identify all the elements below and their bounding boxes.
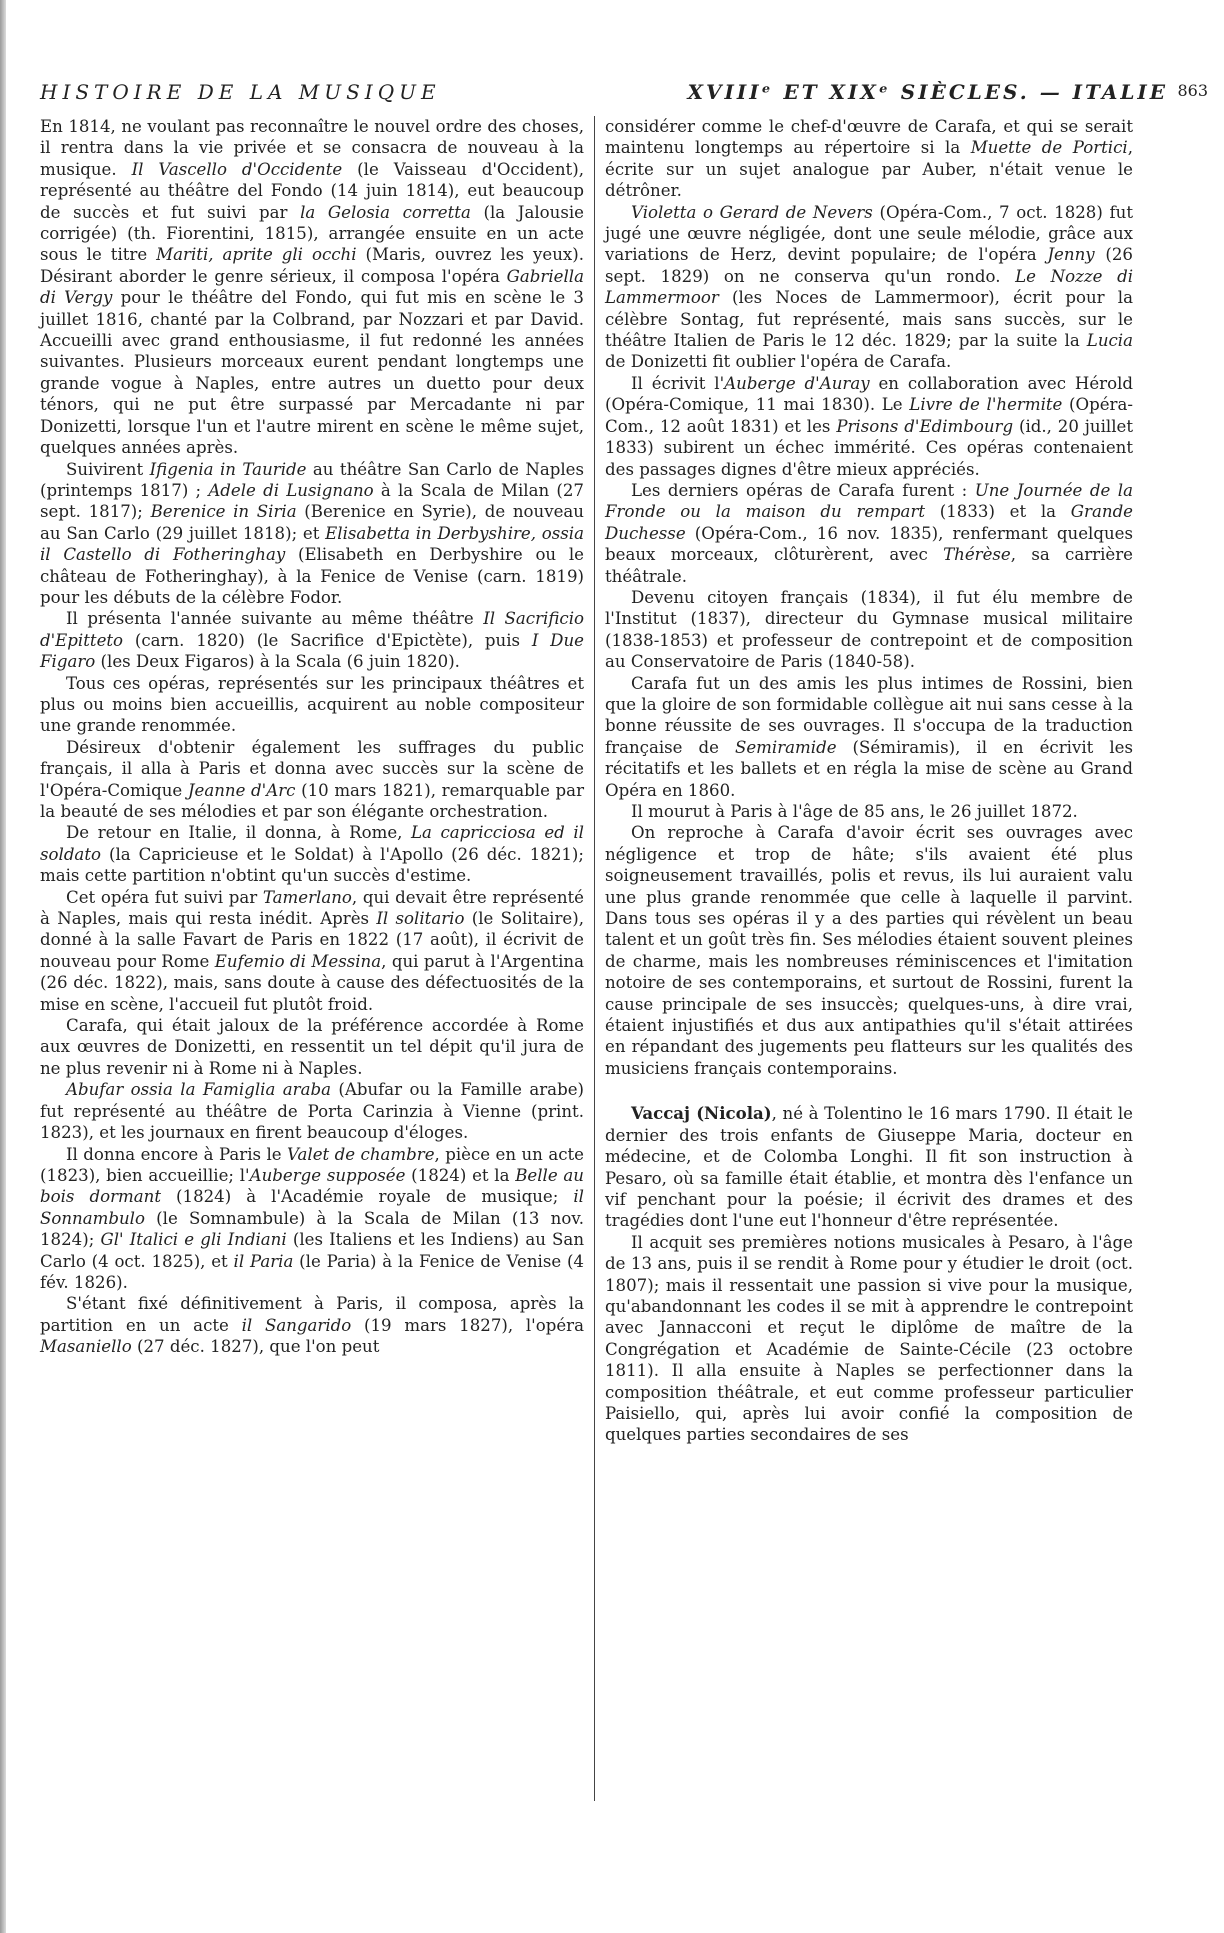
work-title: Auberge supposée — [249, 1165, 406, 1185]
page-spine-shadow — [0, 0, 6, 1933]
text-run: Tous ces opéras, représentés sur les principaux théâtres et plus ou moins bien accueillis, acquirent au noble compositeur une grande renommée. — [40, 673, 584, 736]
running-header — [40, 80, 1208, 104]
entry-name: Vaccaj (Nicola) — [631, 1103, 772, 1124]
text-run: , écrite sur un sujet analogue par Auber, n'était venue le détrôner. — [605, 138, 1133, 201]
text-paragraph — [40, 116, 584, 459]
text-run: , sa carrière théâtrale. — [605, 545, 1133, 586]
text-run: (1824) et la — [405, 1165, 516, 1185]
text-paragraph — [40, 608, 584, 672]
work-title: Il solitario — [376, 909, 465, 929]
work-title: Mariti, aprite gli occhi — [156, 245, 357, 265]
text-run: à la Scala de Milan (27 sept. 1817); — [40, 480, 584, 522]
text-run: considérer comme le chef-d'œuvre de Carafa, et qui se serait maintenu longtemps au répertoire si la — [605, 117, 1133, 158]
text-paragraph — [40, 737, 584, 823]
text-paragraph — [40, 1015, 584, 1079]
text-run: Il acquit ses premières notions musicales à Pesaro, à l'âge de 13 ans, puis il se rendit à Rome pour y étudier le droit (oct. 1807); mais il ressentait une passion si vive pour la musique, qu'abandonnant les codes il se mit à apprendre le contrepoint avec Jannacconi et reçut le diplôme de maître de la Congrégation et Académie de Sainte-Cécile (23 octobre 1811). Il alla ensuite à Naples se perfectionner dans la composition théâtrale, et eut comme professeur particulier Paisiello, qui, après lui avoir confié la composition de quelques parties secondaires de ses — [605, 1232, 1133, 1445]
text-paragraph — [40, 1079, 584, 1143]
text-run: (les Italiens et les Indiens) au San Carlo (4 oct. 1825), et — [40, 1230, 585, 1271]
text-run: , qui devait être représenté à Naples, mais qui resta inédit. Après — [40, 887, 585, 929]
text-run: (Abufar ou la Famille arabe) fut représenté au théâtre de Porta Carinzia à Vienne (print. 1823), et les journaux en firent beaucoup d'éloges. — [40, 1080, 584, 1143]
text-run: (Elisabeth en Derbyshire ou le château de Fotheringhay), à la Fenice de Venise (carn. 1819) pour les débuts de la célèbre Fodor. — [40, 545, 584, 607]
work-title: I Due Figaro — [40, 630, 584, 672]
text-run: (1833) et la — [925, 502, 1071, 522]
work-title: Ifigenia in Tauride — [149, 459, 307, 479]
text-run: au théâtre San Carlo de Naples (printemps 1817) ; — [40, 459, 584, 500]
text-paragraph — [605, 822, 1133, 1079]
text-run: On reproche à Carafa d'avoir écrit ses ouvrages avec négligence et trop de hâte; s'ils avaient été plus soigneusement travaillés, polis et revus, ils lui auraient valu une plus grande renommée que celle à laquelle il parvint. Dans tous ses opéras il y a des parties qui révèlent un beau talent et un goût très fin. Ses mélodies étaient souvent pleines de charme, mais les nombreuses réminiscences et l'imitation notoire de ses contemporains, et surtout de Rossini, furent la cause principale de ses insuccès; quelques-uns, à dire vrai, étaient injustifiés et dus aux antipathies qu'il s'était attirées en répandant des jugements peu flatteurs sur les qualités des musiciens français contemporains. — [605, 823, 1133, 1078]
text-run: (le Somnambule) à la Scala de Milan (13 nov. 1824); — [40, 1208, 584, 1250]
text-paragraph — [40, 822, 584, 886]
work-title: Grande Duchesse — [605, 502, 1134, 543]
text-run: , pièce en un acte (1823), bien accueillie; l' — [40, 1144, 584, 1185]
text-run: (les Noces de Lammermoor), écrit pour la célèbre Sontag, fut représenté, mais sans succès, sur le théâtre Italien de Paris le 12 déc. 1829; par la suite la — [605, 288, 1133, 351]
work-title: il Sangarido — [241, 1315, 352, 1335]
text-run: (27 déc. 1827), que l'on peut — [131, 1337, 380, 1357]
text-run: (Sémiramis), il en écrivit les récitatifs et les ballets et en régla la mise de scène au Grand Opéra en 1860. — [605, 737, 1133, 800]
right-text-column — [605, 116, 1133, 1446]
text-run: Carafa fut un des amis les plus intimes de Rossini, bien que la gloire de son formidable collègue ait nui sans cesse à la bonne réussite de ses ouvrages. Il s'occupa de la traduction française de — [605, 673, 1133, 757]
text-run: Devenu citoyen français (1834), il fut élu membre de l'Institut (1837), directeur du Gymnase musical militaire (1838-1853) et professeur de contrepoint et de composition au Conservatoire de Paris (1840-58). — [605, 587, 1133, 672]
text-paragraph — [605, 587, 1133, 673]
text-paragraph — [40, 1144, 584, 1294]
text-run: (Opéra-Com., 16 nov. 1835), renfermant quelques beaux morceaux, clôturèrent, avec — [605, 523, 1133, 565]
work-title: La capricciosa ed il soldato — [40, 823, 584, 864]
text-run: De retour en Italie, il donna, à Rome, — [66, 823, 411, 843]
text-run: en collaboration avec Hérold (Opéra-Comique, 11 mai 1830). Le — [605, 373, 1134, 415]
work-title: Masaniello — [40, 1337, 132, 1357]
work-title: Jenny — [1047, 245, 1095, 265]
work-title: la Gelosia corretta — [300, 202, 471, 222]
work-title: Semiramide — [734, 737, 837, 757]
text-run: (le Paria) à la Fenice de Venise (4 fév. 1826). — [40, 1251, 584, 1292]
work-title: Muette de Portici — [970, 138, 1128, 158]
header-section-title: XVIIIᵉ ET XIXᵉ SIÈCLES. — ITALIE — [687, 80, 1168, 104]
work-title: Eufemio di Messina — [214, 951, 382, 971]
text-run: Il présenta l'année suivante au même théâtre — [66, 609, 484, 629]
text-paragraph — [605, 801, 1133, 822]
text-run: Il mourut à Paris à l'âge de 85 ans, le 26 juillet 1872. — [631, 802, 1078, 821]
work-title: Il Vascello d'Occidente — [131, 159, 343, 179]
text-run: (10 mars 1821), remarquable par la beauté de ses mélodies et par son élégante orchestration. — [40, 780, 585, 821]
text-run: (Berenice en Syrie), de nouveau au San Carlo (29 juillet 1818); et — [40, 502, 584, 543]
text-paragraph — [605, 480, 1133, 587]
work-title: Abufar ossia la Famiglia araba — [66, 1080, 331, 1100]
work-title: Livre de l'hermite — [909, 395, 1063, 415]
text-run: (les Deux Figaros) à la Scala (6 juin 1820). — [95, 652, 460, 672]
text-run: de Donizetti fit oublier l'opéra de Carafa. — [605, 352, 952, 372]
page-number: 863 — [1177, 81, 1208, 100]
text-run: (le Solitaire), donné à la salle Favart de Paris en 1822 (17 août), il écrivit de nouveau pour Rome — [40, 909, 584, 971]
biography-entry-paragraph — [605, 1103, 1133, 1231]
text-run: pour le théâtre del Fondo, qui fut mis en scène le 3 juillet 1816, chanté par la Colbrand, par Nozzari et par David. Accueilli avec grand enthousiasme, il fut redonné les années suivantes. Plusieurs morceaux eurent pendant longtemps une grande vogue à Naples, entre autres un duetto pour deux ténors, qui ne put être surpassé par Mercadante ni par Donizetti, lorsque l'un et l'autre mirent en scène le même sujet, quelques années après. — [40, 288, 584, 458]
work-title: Prisons d'Edimbourg — [836, 416, 1014, 436]
header-book-title: HISTOIRE DE LA MUSIQUE — [40, 80, 441, 104]
work-title: il Sonnambulo — [40, 1187, 584, 1228]
text-run: (26 sept. 1829) on ne conserva qu'un rondo. — [605, 245, 1133, 286]
text-run: (la Jalousie corrigée) (th. Fiorentini, 1815), arrangée ensuite en un acte sous le titre — [40, 202, 584, 265]
text-run: (19 mars 1827), l'opéra — [351, 1315, 584, 1335]
text-run: Les derniers opéras de Carafa furent : — [631, 480, 975, 500]
work-title: Le Nozze di Lammermoor — [605, 266, 1133, 308]
work-title: Berenice in Siria — [150, 502, 297, 522]
text-paragraph — [40, 887, 584, 1015]
work-title: Gabriella di Vergy — [40, 266, 584, 308]
text-run: S'étant fixé définitivement à Paris, il composa, après la partition en un acte — [40, 1294, 584, 1335]
text-run: Désireux d'obtenir également les suffrages du public français, il alla à Paris et donna avec succès sur la scène de l'Opéra-Comique — [40, 737, 584, 800]
text-paragraph — [40, 1293, 584, 1357]
text-run: Il écrivit l' — [631, 373, 725, 393]
left-text-column — [40, 116, 584, 1358]
text-run: Carafa, qui était jaloux de la préférence accordée à Rome aux œuvres de Donizetti, en ressentit un tel dépit qu'il jura de ne plus revenir ni à Rome ni à Naples. — [40, 1016, 584, 1078]
text-run: (1824) à l'Académie royale de musique; — [161, 1187, 574, 1207]
text-paragraph — [605, 1232, 1133, 1446]
text-run: Suivirent — [66, 459, 150, 479]
text-run: , qui parut à l'Argentina (26 déc. 1822), mais, sans doute à cause des défectuosités de la mise en scène, l'accueil fut plutôt froid. — [40, 951, 584, 1014]
work-title: Adele di Lusignano — [208, 480, 374, 500]
text-paragraph — [605, 373, 1133, 480]
text-paragraph — [40, 459, 584, 609]
work-title: Thérèse — [943, 545, 1011, 565]
column-divider — [594, 116, 595, 1801]
text-run: (id., 20 juillet 1833) subirent un échec immérité. Ces opéras contenaient des passages dignes d'être mieux appréciés. — [605, 416, 1133, 479]
work-title: Auberge d'Auray — [724, 373, 870, 393]
text-run: (Opéra-Com., 7 oct. 1828) fut jugé une œuvre négligée, dont une seule mélodie, grâce aux variations de Herz, devint populaire; de l'opéra — [605, 202, 1133, 265]
work-title: Jeanne d'Arc — [187, 780, 296, 800]
text-run: (Opéra-Com., 12 août 1831) et les — [605, 395, 1133, 436]
text-run: (Maris, ouvrez les yeux). Désirant aborder le genre sérieux, il composa l'opéra — [40, 245, 585, 286]
text-run: , né à Tolentino le 16 mars 1790. Il était le dernier des trois enfants de Giuseppe Maria, docteur en médecine, et de Colomba Longhi. Il fit son instruction à Pesaro, où sa famille était établie, et montra dès l'enfance un vif penchant pour la poésie; il écrivit des drames et des tragédies dont l'une eut l'honneur d'être représentée. — [605, 1104, 1134, 1231]
work-title: Tamerlano — [262, 887, 352, 907]
text-run: (le Vaisseau d'Occident), représenté au théâtre del Fondo (14 juin 1814), eut beaucoup de succès et fut suivi par — [40, 159, 584, 222]
work-title: Violetta o Gerard de Nevers — [631, 202, 873, 222]
work-title: Lucia — [1086, 331, 1133, 351]
text-run: Cet opéra fut suivi par — [66, 887, 263, 907]
text-run: (la Capricieuse et le Soldat) à l'Apollo (26 déc. 1821); mais cette partition n'obtint qu'un succès d'estime. — [40, 844, 584, 886]
work-title: il Paria — [233, 1251, 294, 1271]
work-title: Gl' Italici e gli Indiani — [100, 1230, 287, 1250]
work-title: Une Journée de la Fronde ou la maison du rempart — [605, 480, 1133, 522]
text-paragraph — [605, 116, 1133, 202]
work-title: Belle au bois dormant — [40, 1165, 584, 1207]
text-run: (carn. 1820) (le Sacrifice d'Epictète), puis — [123, 630, 532, 650]
text-paragraph — [40, 673, 584, 737]
text-paragraph — [605, 202, 1133, 373]
text-run: Il donna encore à Paris le — [66, 1144, 288, 1164]
work-title: Il Sacrificio d'Epitteto — [40, 609, 584, 650]
text-run: En 1814, ne voulant pas reconnaître le nouvel ordre des choses, il rentra dans la vie privée et se consacra de nouveau à la musique. — [40, 117, 584, 179]
text-paragraph — [605, 673, 1133, 801]
work-title: Valet de chambre — [287, 1144, 435, 1164]
work-title: Elisabetta in Derbyshire, ossia il Castello di Fotheringhay — [40, 523, 584, 565]
